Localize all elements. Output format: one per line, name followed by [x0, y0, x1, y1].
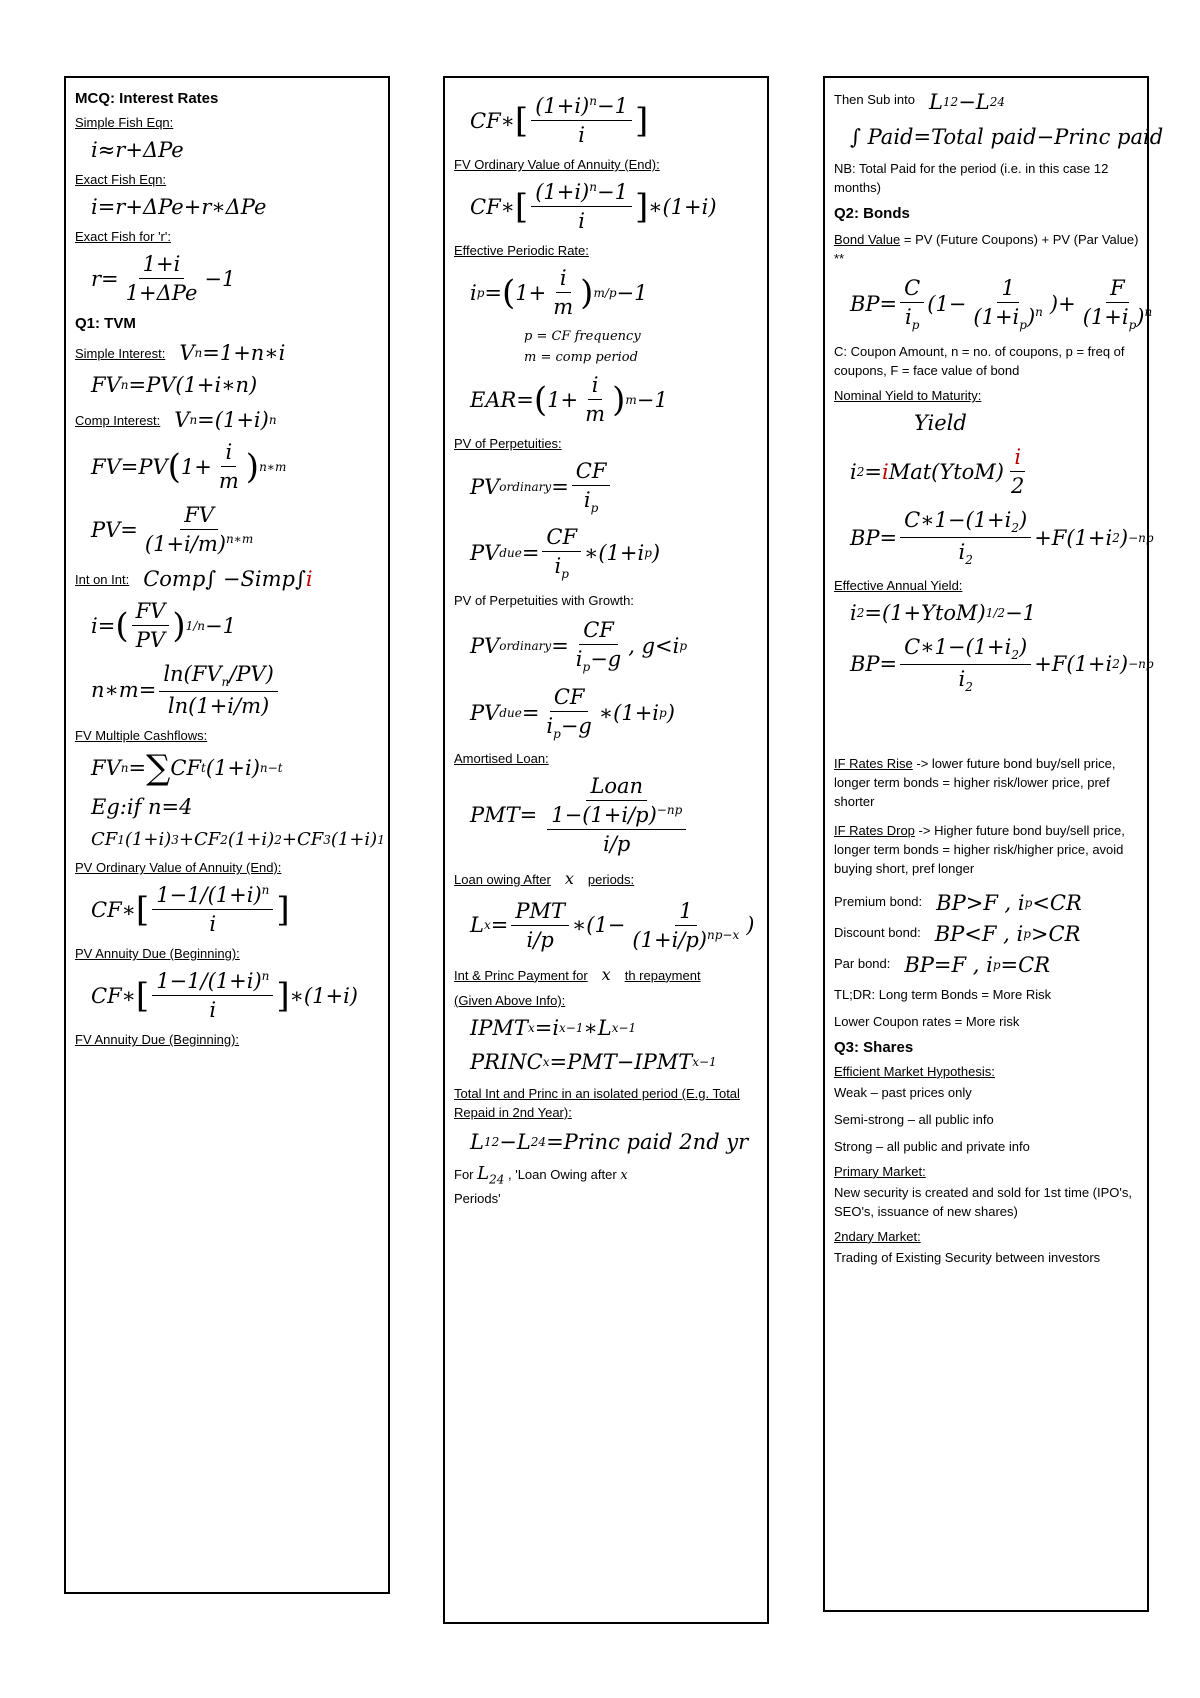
- label-fv-ordinary: FV Ordinary Value of Annuity (End):: [454, 157, 660, 172]
- par-row: [834, 950, 1139, 981]
- label-secondary: 2ndary Market:: [834, 1228, 921, 1244]
- eq-sub: L 12 −L 24: [928, 89, 1006, 114]
- label-effective-annual: Effective Annual Yield:: [834, 577, 963, 593]
- eq-loan-owing: L x = $\frac{\text{PMT}}{i/p}$ ∗(1− $\frac{1}{(1+i/p)^{np-x}}$ ): [470, 898, 755, 952]
- label-pv-perp-growth: PV of Perpetuities with Growth:: [454, 593, 634, 609]
- column-interest-rates-tvm: [64, 76, 390, 1594]
- label-bond-value: Bond Value: [834, 232, 901, 247]
- int-on-int-row: [75, 566, 380, 591]
- text-coupon-def: C: Coupon Amount, n = no. of coupons, p = freq of coupons, F = face value of bond: [834, 344, 1125, 379]
- label-par: Par bond:: [834, 955, 891, 971]
- label-discount: Discount bond:: [834, 924, 921, 940]
- eq-fv-sum: FV n = ∑ CF t (1+i) n−t: [91, 748, 283, 789]
- eq-m-def: m = comp period: [524, 350, 638, 365]
- eq-exact-fish-r: r= $\frac{1+i}{\text{1+ΔPe}}$ −1: [91, 252, 236, 305]
- label-fv-multiple: FV Multiple Cashflows:: [75, 728, 208, 744]
- column-bonds-shares: [823, 76, 1164, 1612]
- eq-effective-periodic: i p = ( 1+ $\frac{i}{m}$ ) m/p −1: [470, 266, 648, 319]
- eq-n-times-m: n∗m= $\frac{\ln(FV_n/PV)}{\ln(1+i/m)}$: [91, 662, 380, 718]
- label-pv-perpetuities: PV of Perpetuities:: [454, 436, 562, 451]
- eq-total-paid: ∫ Paid=Total paid−Princ paid: [850, 125, 1164, 149]
- label-premium: Premium bond:: [834, 893, 923, 909]
- eq-pv-due: CF∗ [ $\frac{1-1/(1+i)^n}{i}$ ] ∗(1+i): [91, 969, 358, 1023]
- eq-par: BP=F , i p =CR: [904, 953, 1051, 978]
- text-if-rise: -> lower future bond buy/sell price, longer term bonds = higher risk/lower price, pref shorter: [834, 755, 1116, 809]
- eq-bond-price: BP= $\frac{C}{i_p}$ (1− $\frac{1}{(1+i_p)^n}$ )+ $\frac{F}{(1+i_p)^n}$: [850, 276, 1153, 333]
- eq-pmt: PMT= $\frac{\text{Loan}}{\frac{1-(1+i/p)^{-np}}{i/p}}$: [470, 774, 759, 856]
- discount-row: [834, 919, 1139, 950]
- label-total-int-princ: Total Int and Princ in an isolated period (E.g. Total Repaid in 2nd Year):: [454, 1085, 740, 1120]
- int-princ-row: [454, 962, 759, 987]
- label-if-drop: IF Rates Drop: [834, 822, 915, 838]
- label-pv-due: PV Annuity Due (Beginning):: [75, 946, 240, 962]
- loan-owing-note: [454, 1164, 759, 1209]
- label-pv-ordinary: PV Ordinary Value of Annuity (End):: [75, 860, 282, 876]
- eq-fv-simple: FV n =PV(1+i∗n): [91, 373, 258, 397]
- text-tldr: TL;DR: Long term Bonds = More Risk: [834, 986, 1052, 1002]
- note-rates-drop: [834, 821, 1139, 878]
- text-bond-value: = PV (Future Coupons) + PV (Par Value) **: [834, 232, 1139, 266]
- eq-pv-perp-ordinary: PV ordinary = $\frac{CF}{i_p}$: [470, 459, 759, 515]
- then-sub-row: [834, 86, 1139, 117]
- var-x-2: x: [601, 964, 611, 984]
- eq-cf-expansion: CF 1 (1+i) 3 +CF 2 (1+i) 2 +CF 3 (1+i) 1: [91, 829, 385, 851]
- eq-comp-interest: V n =(1+i) n: [174, 407, 277, 432]
- label-effective-periodic: Effective Periodic Rate:: [454, 243, 589, 258]
- eq-premium: BP>F , i p <CR: [936, 891, 1082, 916]
- text-periods: Periods': [454, 1191, 501, 1207]
- bond-value-def: [834, 230, 1139, 268]
- eq-princ-paid: L 12 −L 24 =Princ paid 2nd yr: [470, 1129, 749, 1154]
- text-primary: New security is created and sold for 1st time (IPO's, SEO's, issuance of new shares): [834, 1184, 1132, 1219]
- eq-princ: PRINC x =PMT−IPMT x−1: [470, 1049, 717, 1074]
- var-l24: $L_{24}$: [477, 1162, 505, 1187]
- label-simple-fish: Simple Fish Eqn:: [75, 115, 174, 130]
- heading-q2: Q2: Bonds: [834, 205, 910, 222]
- column-annuities-loans: [443, 76, 769, 1624]
- heading-q3: Q3: Shares: [834, 1038, 914, 1056]
- label-th-repayment: th repayment: [624, 967, 701, 983]
- heading-q1: Q1: TVM: [75, 315, 136, 332]
- eq-fv-due: CF∗ [ $\frac{(1+i)^n-1}{i}$ ]: [470, 94, 649, 147]
- label-periods: periods:: [587, 871, 635, 887]
- text-weak: Weak – past prices only: [834, 1084, 972, 1100]
- text-semi: Semi-strong – all public info: [834, 1111, 994, 1127]
- eq-pv-growth-ordinary: PV ordinary = $\frac{CF}{i_p-g}$ , g<i p: [470, 618, 688, 675]
- eq-discount: BP<F , i p >CR: [934, 922, 1081, 947]
- var-x: x: [564, 868, 574, 888]
- eq-ear: EAR= ( 1+ $\frac{i}{m}$ ) m −1: [470, 373, 668, 426]
- label-emh: Efficient Market Hypothesis:: [834, 1063, 995, 1079]
- simple-interest-row: [75, 340, 380, 365]
- text-then-sub: Then Sub into: [834, 92, 915, 107]
- eq-pv-growth-due: PV due = $\frac{CF}{i_p-g}$ ∗(1+i p ): [470, 684, 675, 741]
- label-if-rise: IF Rates Rise: [834, 755, 913, 771]
- eq-nominal-ytm: i 2 = i Mat(YtoM) $\frac{i}{2}$: [850, 445, 1025, 499]
- text-lower-coupon: Lower Coupon rates = More risk: [834, 1013, 1020, 1029]
- eq-simple-fish: i≈r+ΔPe: [91, 138, 184, 162]
- text-for: For: [454, 1166, 474, 1182]
- label-amortised: Amortised Loan:: [454, 750, 549, 766]
- text-nb: NB: Total Paid for the period (i.e. in this case 12 months): [834, 161, 1109, 195]
- eq-bp-ytm: BP= $\frac{C∗1-(1+i_2)}{i_2}$ +F(1+i 2 ) −np: [850, 508, 1154, 568]
- eq-pv-comp: PV= $\frac{FV}{(1+i/m)^{n∗m}}$: [91, 503, 254, 556]
- note-rates-rise: [834, 754, 1139, 811]
- label-primary: Primary Market:: [834, 1163, 926, 1179]
- eq-simple-interest: V n =1+n∗i: [179, 340, 286, 365]
- eq-pv-perp-due: PV due = $\frac{CF}{i_p}$ ∗(1+i p ): [470, 525, 661, 582]
- eq-fv-comp: FV=PV ( 1+ $\frac{i}{m}$ ) n∗m: [91, 440, 287, 493]
- heading-mcq: MCQ: Interest Rates: [75, 90, 219, 107]
- label-simple-interest: Simple Interest:: [75, 346, 166, 361]
- label-int-on-int: Int on Int:: [75, 572, 130, 587]
- label-fv-due: FV Annuity Due (Beginning):: [75, 1032, 240, 1048]
- text-strong: Strong – all public and private info: [834, 1138, 1030, 1154]
- eq-fv-ordinary: CF∗ [ $\frac{(1+i)^n-1}{i}$ ] ∗(1+i): [470, 180, 717, 233]
- label-int-princ: Int & Princ Payment for: [454, 967, 588, 983]
- label-loan-owing: Loan owing After: [454, 871, 551, 887]
- comp-interest-row: [75, 407, 380, 432]
- label-exact-fish: Exact Fish Eqn:: [75, 172, 167, 187]
- label-given-above: (Given Above Info):: [454, 992, 566, 1008]
- label-exact-fish-r: Exact Fish for 'r':: [75, 229, 171, 244]
- eq-example: Eg:if n=4: [91, 795, 193, 820]
- label-nominal-ytm: Nominal Yield to Maturity:: [834, 388, 982, 404]
- var-x-3: x: [620, 1167, 628, 1183]
- text-secondary: Trading of Existing Security between investors: [834, 1249, 1101, 1265]
- eq-exact-fish: i=r+ΔPe+r∗ΔPe: [91, 195, 267, 219]
- eq-ipmt: IPMT x =i x−1 ∗L x−1: [470, 1015, 637, 1040]
- text-if-drop: -> Higher future bond buy/sell price, longer term bonds = higher risk/higher price, avoid buying short, pref longer: [834, 822, 1125, 876]
- eq-effective-annual: i 2 =(1+YtoM) 1/2 −1: [850, 600, 1037, 625]
- text-loan-owing-after: , 'Loan Owing after: [507, 1166, 617, 1182]
- eq-yield-word: Yield: [914, 411, 967, 436]
- eq-i-from-fv: i= ( $\frac{FV}{PV}$ ) 1/n −1: [91, 599, 236, 652]
- label-comp-interest: Comp Interest:: [75, 413, 161, 428]
- loan-owing-row: [454, 866, 759, 891]
- premium-row: [834, 888, 1139, 919]
- eq-bp-annual: BP= $\frac{C∗1-(1+i_2)}{i_2}$ +F(1+i 2 ) −np: [850, 634, 1154, 694]
- eq-p-def: p = CF frequency: [524, 329, 641, 344]
- eq-pv-ordinary: CF∗ [ $\frac{1-1/(1+i)^n}{i}$ ]: [91, 883, 290, 937]
- eq-int-on-int: Comp∫ −Simp∫ i: [143, 566, 313, 591]
